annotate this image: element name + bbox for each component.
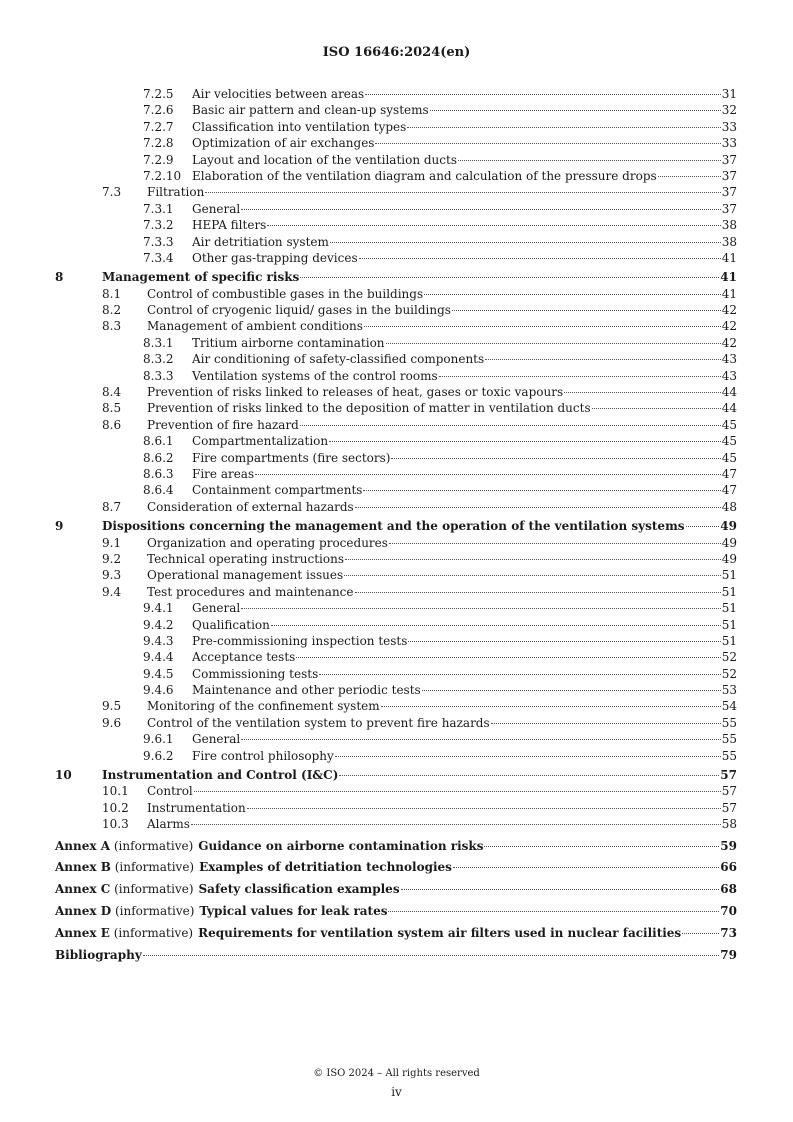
toc-entry-title: Containment compartments [192,483,363,498]
toc-entry-number: 8.3 [102,319,122,334]
toc-entry-title: Control [147,784,193,799]
toc-entry-title: Classification into ventilation types [192,119,407,134]
dot-leader [658,176,721,177]
toc-entry-title: Prevention of risks linked to the deposition of matter in ventilation ducts [147,401,591,416]
toc-entry[interactable] [55,731,737,747]
toc-entry[interactable] [55,715,737,731]
toc-entry[interactable] [55,168,737,184]
toc-entry-page: 52 [721,650,737,665]
toc-annex-entry[interactable] [55,879,737,901]
dot-leader [241,608,720,609]
toc-entry-number: 9.4.4 [143,650,174,665]
dot-leader [386,343,721,344]
dot-leader [686,526,720,527]
annex-title: Safety classification examples [198,882,400,897]
toc-entry-page: 51 [721,568,737,583]
toc-entry-title: Air conditioning of safety-classified components [192,352,485,367]
copyright-notice: © ISO 2024 – All rights reserved [313,1068,480,1079]
toc-entry-page: 37 [721,185,737,200]
toc-entry-number: 7.2.10 [143,168,182,183]
toc-entry-title: Management of ambient conditions [147,319,363,334]
toc-entry-page: 48 [721,499,737,514]
toc-entry-title: Pre-commissioning inspection tests [192,633,408,648]
toc-entry-page: 58 [721,817,737,832]
toc-entry-title: Control of cryogenic liquid/ gases in the buildings [147,303,451,318]
toc-entry-number: 9.3 [102,568,122,583]
dot-leader [682,933,719,934]
toc-entry[interactable] [55,584,737,600]
toc-entry-title: Commissioning tests [192,666,319,681]
toc-entry[interactable] [55,666,737,682]
toc-entry-number: 9.4.6 [143,683,174,698]
toc-entry-page: 43 [721,352,737,367]
toc-entry-title: Filtration [147,185,205,200]
toc-entry-title: Control of combustible gases in the buildings [147,286,424,301]
toc-entry-title: Instrumentation and Control (I&C) [102,768,339,783]
toc-entry-page: 41 [720,270,737,285]
toc-entry-page: 33 [721,119,737,134]
annex-title: Examples of detritiation technologies [199,860,452,875]
toc-entry-number: 9.2 [102,551,122,566]
dot-leader [424,294,721,295]
dot-leader [364,326,721,327]
toc-entry-page: 52 [721,666,737,681]
dot-leader [458,160,721,161]
toc-entry-page: 57 [721,800,737,815]
bibliography-page: 79 [720,947,737,962]
annex-title: Guidance on airborne contamination risks [198,838,484,853]
dot-leader [359,258,721,259]
dot-leader [592,408,721,409]
toc-annex-entry[interactable] [55,901,737,923]
annex-letter: Annex B [55,860,111,875]
toc-entry[interactable] [55,783,737,799]
dot-leader [205,192,720,193]
toc-entry[interactable] [55,335,737,351]
toc-entry-number: 10.2 [102,800,129,815]
toc-bibliography-entry[interactable] [55,945,737,967]
toc-entry-title: Acceptance tests [192,650,296,665]
toc-entry[interactable] [55,767,737,783]
toc-entry-page: 44 [721,401,737,416]
toc-entry-number: 7.2.8 [143,136,174,151]
annex-title: Requirements for ventilation system air filters used in nuclear facilities [198,925,682,940]
toc-entry-number: 9.6.1 [143,732,174,747]
toc-entry-number: 8.6.2 [143,450,174,465]
toc-entry-number: 8.6.3 [143,466,174,481]
toc-entry-title: Elaboration of the ventilation diagram and calculation of the pressure drops [192,168,657,183]
toc-entry-number: 9.5 [102,699,122,714]
toc-annex-entry[interactable] [55,857,737,879]
toc-entry[interactable] [55,184,737,200]
toc-annex-entry[interactable] [55,923,737,945]
toc-entry-title: Consideration of external hazards [147,499,354,514]
toc-entry[interactable] [55,499,737,515]
toc-entry[interactable] [55,250,737,266]
toc-entry[interactable] [55,466,737,482]
toc-entry[interactable] [55,633,737,649]
toc-entry[interactable] [55,286,737,302]
annex-type: (informative) [113,925,194,940]
toc-annex-entry[interactable] [55,836,737,858]
annex-letter: Annex E [55,925,110,940]
table-of-contents [55,86,737,966]
toc-entry-page: 51 [721,601,737,616]
dot-leader [491,723,721,724]
dot-leader [300,277,719,278]
toc-entry[interactable] [55,351,737,367]
toc-entry-number: 7.2.9 [143,152,174,167]
toc-entry[interactable] [55,535,737,551]
dot-leader [375,143,720,144]
dot-leader [296,657,720,658]
toc-entry-page: 45 [721,417,737,432]
toc-entry[interactable] [55,102,737,118]
toc-entry-number: 8.6.1 [143,434,174,449]
toc-entry-title: Basic air pattern and clean-up systems [192,103,429,118]
toc-entry-title: Air velocities between areas [192,87,365,101]
toc-entry[interactable] [55,816,737,832]
toc-entry-title: Fire areas [192,466,255,481]
page-footer [0,1067,793,1099]
toc-entry-page: 37 [721,152,737,167]
annex-page: 59 [720,838,737,853]
toc-entry-title: Technical operating instructions [147,551,345,566]
toc-entry[interactable] [55,649,737,665]
annex-label [55,879,194,901]
toc-entry[interactable] [55,135,737,151]
toc-entry-page: 47 [721,466,737,481]
toc-entry[interactable] [55,234,737,250]
toc-entry-page: 47 [721,483,737,498]
toc-entry-title: Optimization of air exchanges [192,136,375,151]
dot-leader [430,110,721,111]
toc-entry-number: 8.1 [102,286,122,301]
dot-leader [267,225,720,226]
toc-entry-page: 32 [721,103,737,118]
toc-entry[interactable] [55,86,737,102]
dot-leader [241,739,720,740]
dot-leader [484,846,719,847]
toc-entry-page: 37 [721,201,737,216]
dot-leader [407,127,720,128]
toc-entry-number: 8.6 [102,417,122,432]
toc-entry[interactable] [55,698,737,714]
toc-entry-number: 8.3.1 [143,335,174,350]
toc-entry-page: 37 [721,168,737,183]
toc-entry-number: 9.4.1 [143,601,174,616]
toc-entry[interactable] [55,368,737,384]
toc-entry-title: Prevention of risks linked to releases of heat, gases or toxic vapours [147,385,564,400]
toc-entry-page: 44 [721,385,737,400]
dot-leader [388,911,719,912]
toc-entry-number: 9.4.3 [143,633,174,648]
toc-entry-title: Tritium airborne contamination [192,335,385,350]
bibliography-title: Bibliography [55,947,142,962]
toc-entry-number: 9.6 [102,715,122,730]
toc-entry-number: 7.3.4 [143,250,174,265]
toc-entry-title: Layout and location of the ventilation ducts [192,152,457,167]
toc-entry-page: 38 [721,234,737,249]
toc-entry[interactable] [55,800,737,816]
toc-entry-number: 9.4 [102,584,122,599]
annex-type: (informative) [113,838,194,853]
toc-entry-page: 49 [721,551,737,566]
annex-label [55,901,194,923]
toc-entry-page: 55 [721,732,737,747]
dot-leader [143,955,720,956]
toc-entry-number: 10.3 [102,817,129,832]
toc-entry-number: 8.6.4 [143,483,174,498]
toc-entry-page: 55 [721,748,737,763]
dot-leader [339,775,719,776]
toc-entry-number: 7.2.7 [143,119,174,134]
toc-entry-page: 49 [720,519,737,534]
toc-entry-page: 33 [721,136,737,151]
toc-entry-page: 57 [721,784,737,799]
toc-entry-number: 7.2.6 [143,103,174,118]
toc-entry-title: Test procedures and maintenance [147,584,354,599]
toc-entry[interactable] [55,482,737,498]
annex-page: 68 [720,882,737,897]
toc-entry[interactable] [55,567,737,583]
toc-entry-title: Instrumentation [147,800,246,815]
toc-entry-number: 7.3.1 [143,201,174,216]
dot-leader [335,756,721,757]
dot-leader [485,359,721,360]
toc-entry[interactable] [55,119,737,135]
toc-entry-number: 8.4 [102,385,122,400]
toc-entry[interactable] [55,318,737,334]
toc-entry-number: 8.3.2 [143,352,174,367]
annex-label [55,836,193,858]
dot-leader [355,507,721,508]
toc-entry[interactable] [55,551,737,567]
dot-leader [345,559,721,560]
toc-entry-title: HEPA filters [192,218,267,233]
toc-entry-title: Fire control philosophy [192,748,334,763]
toc-entry-title: Maintenance and other periodic tests [192,683,421,698]
annex-page: 66 [720,860,737,875]
toc-entry-number: 9.1 [102,535,122,550]
dot-leader [194,791,721,792]
toc-entry-page: 57 [720,768,737,783]
toc-entry[interactable] [55,433,737,449]
dot-leader [389,543,721,544]
dot-leader [355,592,721,593]
toc-entry-title: Monitoring of the confinement system [147,699,380,714]
dot-leader [439,376,721,377]
toc-entry-page: 38 [721,218,737,233]
toc-entry-title: Air detritiation system [192,234,329,249]
toc-entry-page: 53 [721,683,737,698]
dot-leader [422,690,721,691]
toc-entry-number: 9.4.2 [143,617,174,632]
toc-entry-number: 9 [55,519,64,534]
toc-entry-number: 8.2 [102,303,122,318]
toc-entry-page: 42 [721,319,737,334]
toc-entry-title: General [192,201,241,216]
toc-entry[interactable] [55,400,737,416]
page-number: iv [391,1085,402,1099]
toc-entry-title: Fire compartments (fire sectors) [192,450,391,465]
toc-entry-page: 31 [721,87,737,101]
toc-entry-number: 10.1 [102,784,129,799]
annex-page: 70 [720,903,737,918]
toc-entry-title: Operational management issues [147,568,344,583]
toc-entry-title: Management of specific risks [102,270,300,285]
toc-entry-title: Ventilation systems of the control rooms [192,368,438,383]
toc-entry[interactable] [55,748,737,764]
toc-entry-title: Control of the ventilation system to prevent fire hazards [147,715,490,730]
annex-type: (informative) [114,903,195,918]
toc-entry-number: 8.3.3 [143,368,174,383]
annex-label [55,923,193,945]
dot-leader [300,425,721,426]
toc-entry-title: Prevention of fire hazard [147,417,299,432]
toc-entry-page: 43 [721,368,737,383]
toc-entry-page: 41 [721,286,737,301]
toc-entry-page: 42 [721,335,737,350]
toc-entry[interactable] [55,450,737,466]
dot-leader [381,706,721,707]
toc-entry[interactable] [55,417,737,433]
dot-leader [363,490,720,491]
toc-entry-number: 10 [55,768,72,783]
toc-entry[interactable] [55,201,737,217]
dot-leader [241,209,720,210]
toc-entry[interactable] [55,217,737,233]
toc-entry-page: 49 [721,535,737,550]
toc-entry-number: 7.2.5 [143,87,174,101]
toc-entry-page: 55 [721,715,737,730]
toc-entry[interactable] [55,617,737,633]
toc-entry-page: 51 [721,584,737,599]
dot-leader [452,310,721,311]
dot-leader [255,474,721,475]
toc-entry[interactable] [55,302,737,318]
dot-leader [191,824,721,825]
toc-entry-title: Dispositions concerning the management and the operation of the ventilation systems [102,519,685,534]
toc-entry-page: 51 [721,617,737,632]
annex-letter: Annex C [55,882,111,897]
dot-leader [329,441,721,442]
toc-entry[interactable] [55,600,737,616]
toc-entry[interactable] [55,269,737,285]
toc-entry-title: Other gas-trapping devices [192,250,358,265]
dot-leader [564,392,721,393]
toc-entry-title: Compartmentalization [192,434,329,449]
toc-entry[interactable] [55,152,737,168]
dot-leader [408,641,720,642]
document-header: ISO 16646:2024(en) [322,45,471,60]
toc-entry-number: 7.3.3 [143,234,174,249]
annex-type: (informative) [114,860,195,875]
annex-label [55,857,194,879]
dot-leader [365,94,721,95]
toc-entry-number: 7.3 [102,185,122,200]
toc-entry-number: 8 [55,270,64,285]
toc-entry-title: General [192,732,241,747]
dot-leader [401,889,720,890]
toc-entry-number: 8.7 [102,499,122,514]
toc-entry-number: 9.4.5 [143,666,174,681]
toc-entry[interactable] [55,518,737,534]
toc-entry-number: 7.3.2 [143,218,174,233]
dot-leader [247,808,721,809]
toc-entry-page: 41 [721,250,737,265]
toc-entry-title: General [192,601,241,616]
toc-entry-number: 9.6.2 [143,748,174,763]
annex-letter: Annex D [55,903,112,918]
toc-entry-title: Qualification [192,617,270,632]
dot-leader [330,242,721,243]
toc-entry-page: 54 [721,699,737,714]
dot-leader [453,867,719,868]
toc-entry-title: Organization and operating procedures [147,535,388,550]
toc-entry-title: Alarms [147,817,190,832]
annex-type: (informative) [114,882,194,897]
toc-entry-page: 51 [721,633,737,648]
toc-entry-page: 42 [721,303,737,318]
toc-entry[interactable] [55,682,737,698]
toc-entry[interactable] [55,384,737,400]
annex-title: Typical values for leak rates [199,903,388,918]
dot-leader [344,575,721,576]
dot-leader [271,625,721,626]
dot-leader [391,458,720,459]
annex-page: 73 [720,925,737,940]
toc-entry-page: 45 [721,450,737,465]
toc-entry-page: 45 [721,434,737,449]
dot-leader [319,674,720,675]
toc-entry-number: 8.5 [102,401,122,416]
annex-letter: Annex A [55,838,111,853]
